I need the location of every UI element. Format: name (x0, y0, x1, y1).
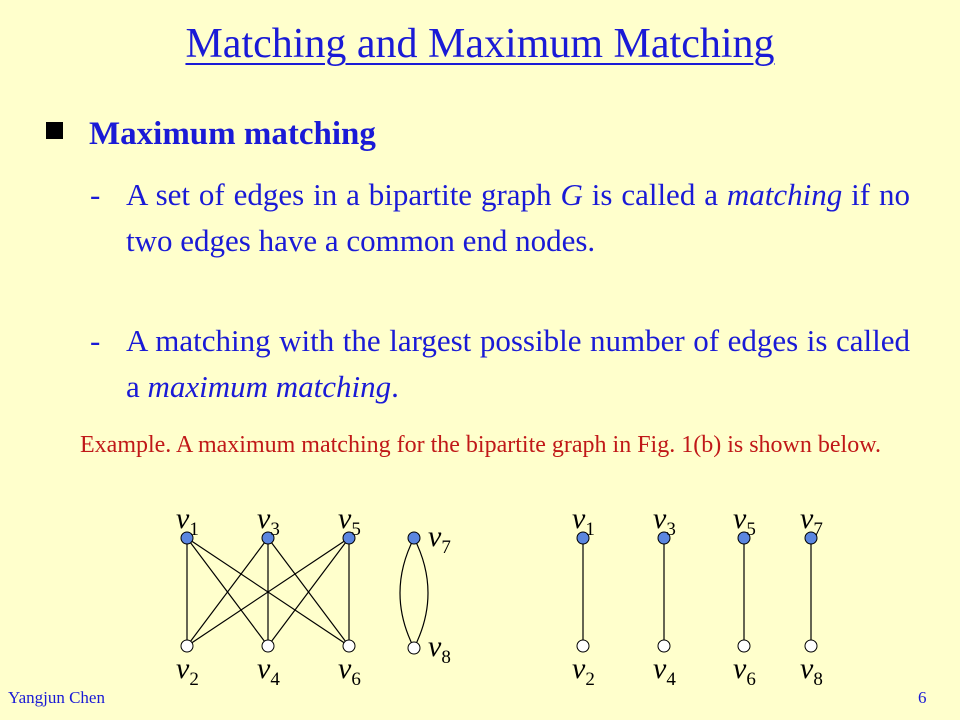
bullet-heading-text: Maximum matching (89, 116, 376, 152)
left-node-label-v7: $v_7$ (428, 520, 451, 558)
right-node-label-v7: $v_7$ (800, 502, 823, 540)
right-node-label-v1: $v_1$ (572, 502, 595, 540)
left-node-v7 (408, 532, 420, 544)
left-node-label-v3: $v_3$ (257, 502, 280, 540)
page-number: 6 (918, 688, 927, 707)
right-node-label-v5: $v_5$ (733, 502, 756, 540)
right-node-v4 (658, 640, 670, 652)
left-node-v4 (262, 640, 274, 652)
left-node-v6 (343, 640, 355, 652)
left-node-label-v2: $v_2$ (176, 652, 199, 690)
footer-author: Yangjun Chen (8, 688, 105, 707)
right-node-v6 (738, 640, 750, 652)
right-node-label-v4: $v_4$ (653, 652, 676, 690)
left-edge-v7-v8 (414, 538, 428, 648)
example-text: Example. A maximum matching for the bipartite graph in Fig. 1(b) is shown below. (80, 432, 881, 458)
left-node-label-v8: $v_8$ (428, 630, 451, 668)
definition-text-2: A matching with the largest possible number of edges is called a maximum matching. (126, 323, 910, 404)
dash-marker: - (90, 177, 101, 212)
left-node-v8 (408, 642, 420, 654)
definition-text-1: A set of edges in a bipartite graph G is called a matching if no two edges have a common end nodes. (126, 177, 910, 258)
left-node-v2 (181, 640, 193, 652)
left-node-label-v6: $v_6$ (338, 652, 361, 690)
left-node-label-v5: $v_5$ (338, 502, 361, 540)
right-node-label-v6: $v_6$ (733, 652, 756, 690)
right-node-v2 (577, 640, 589, 652)
left-node-label-v4: $v_4$ (257, 652, 280, 690)
right-node-label-v8: $v_8$ (800, 652, 823, 690)
right-node-label-v2: $v_2$ (572, 652, 595, 690)
left-node-label-v1: $v_1$ (176, 502, 199, 540)
right-node-label-v3: $v_3$ (653, 502, 676, 540)
slide-title: Matching and Maximum Matching (185, 21, 775, 67)
dash-marker: - (90, 323, 101, 358)
right-node-v8 (805, 640, 817, 652)
left-edge-v7-v8 (400, 538, 414, 648)
